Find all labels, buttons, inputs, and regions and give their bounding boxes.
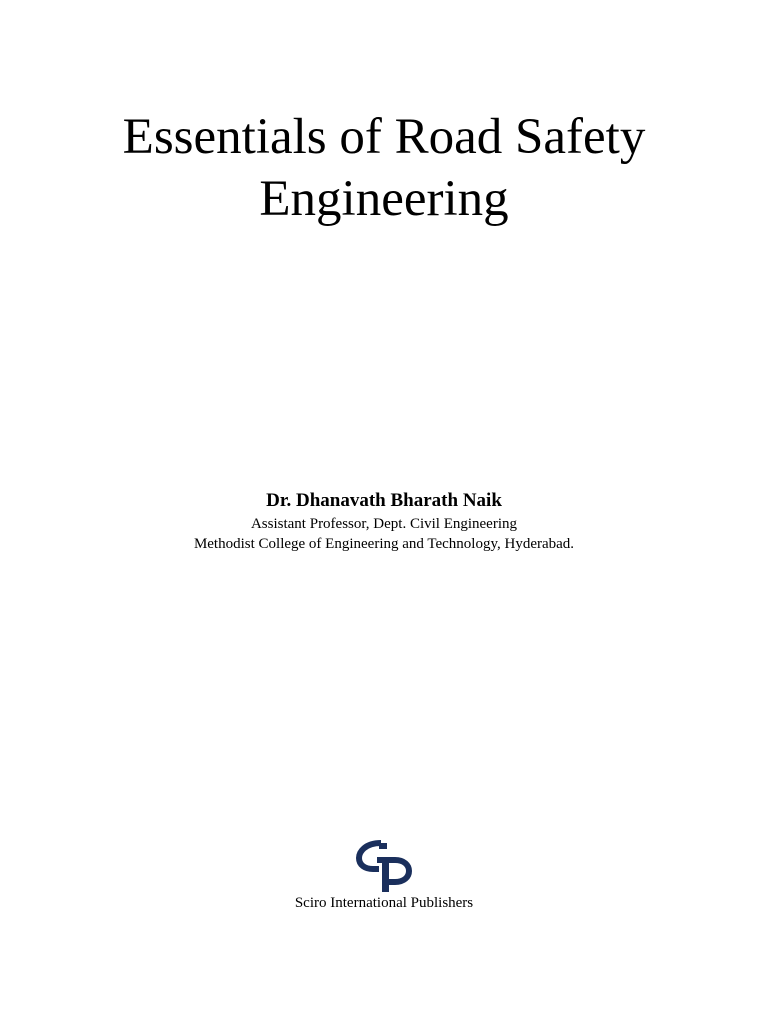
publisher-name: Sciro International Publishers bbox=[294, 895, 474, 911]
book-title bbox=[0, 106, 768, 230]
author-name: Dr. Dhanavath Bharath Naik bbox=[266, 490, 502, 511]
book-title-line-2: Engineering bbox=[259, 171, 509, 227]
book-title-line-1: Essentials of Road Safety bbox=[122, 109, 646, 165]
sp-publisher-logo-icon bbox=[355, 838, 413, 892]
author-block bbox=[0, 488, 768, 554]
author-position: Assistant Professor, Dept. Civil Engineering bbox=[250, 516, 518, 532]
author-institution: Methodist College of Engineering and Technology, Hyderabad. bbox=[193, 536, 575, 552]
